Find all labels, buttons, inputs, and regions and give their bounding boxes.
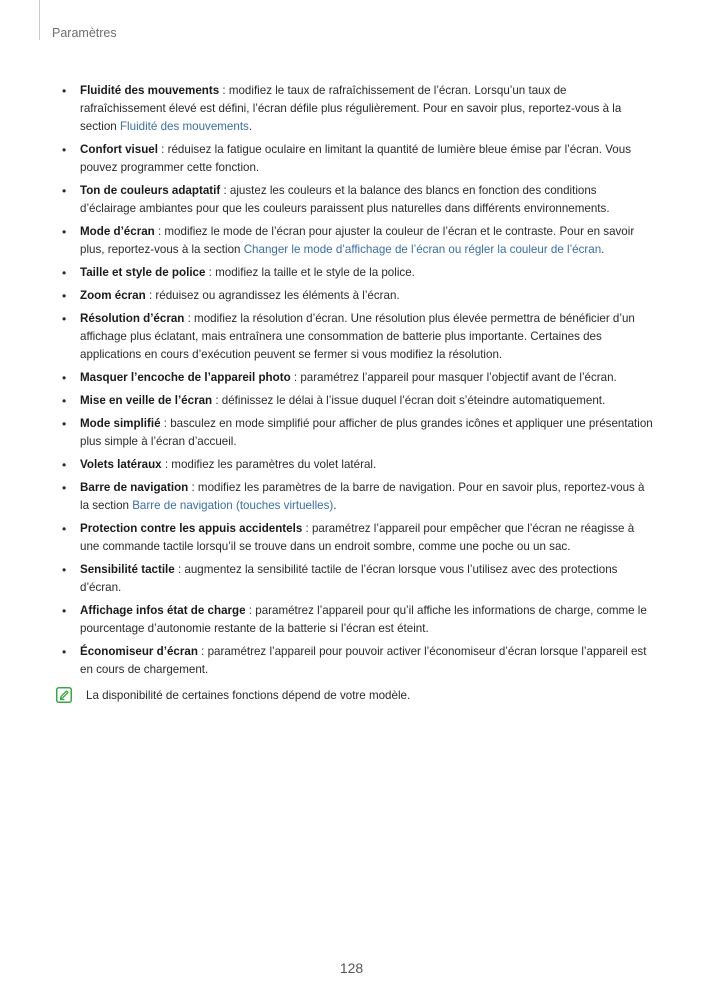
item-term: Mode d’écran: [80, 225, 155, 238]
item-description: : modifiez les paramètres du volet latéral.: [161, 458, 377, 471]
item-description: : modifiez le taux de rafraîchissement de l’écran. Lorsqu’un taux de rafraîchissement élevé est défini, l’écran défile plus régulièrement. Pour en savoir plus, reportez-vous à la section: [80, 84, 622, 133]
list-item: [60, 369, 653, 387]
bullet-icon: •: [62, 563, 67, 577]
item-description: : basculez en mode simplifié pour afficher de plus grandes icônes et appliquer une présentation plus simple à l’écran d’accueil.: [80, 417, 653, 448]
item-term: Mise en veille de l’écran: [80, 394, 213, 407]
bullet-icon: •: [62, 481, 67, 495]
item-description: : modifiez la taille et le style de la police.: [205, 266, 415, 279]
item-description: : réduisez la fatigue oculaire en limitant la quantité de lumière bleue émise par l’écran. Vous pouvez programmer cette fonction.: [80, 143, 631, 174]
item-description: : paramétrez l’appareil pour empêcher que l’écran ne réagisse à une commande tactile lorsqu’il se trouve dans un endroit sombre, comme une poche ou un sac.: [80, 522, 635, 553]
item-term: Masquer l’encoche de l’appareil photo: [80, 371, 291, 384]
item-description: : ajustez les couleurs et la balance des blancs en fonction des conditions d’éclairage ambiantes pour que les couleurs paraissent plus naturelles dans différents environnements.: [80, 184, 610, 215]
item-term: Économiseur d’écran: [80, 645, 198, 658]
bullet-icon: •: [62, 417, 67, 431]
item-term: Confort visuel: [80, 143, 158, 156]
list-item: [60, 602, 653, 638]
item-description: : définissez le délai à l’issue duquel l’écran doit s’éteindre automatiquement.: [212, 394, 606, 407]
list-item: [60, 310, 653, 364]
item-link-suffix: .: [601, 243, 605, 256]
item-link[interactable]: Fluidité des mouvements: [119, 120, 249, 133]
item-description: : modifiez la résolution d’écran. Une résolution plus élevée permettra de bénéficier d’un affichage plus éclatant, mais entraînera une consommation de batterie plus importante. Certaines des applications en cours d’exécution peuvent se fermer si vous modifiez la résolution.: [80, 312, 635, 361]
list-item: [60, 415, 653, 451]
list-item: [60, 520, 653, 556]
list-item: [60, 456, 653, 474]
item-term: Volets latéraux: [80, 458, 162, 471]
item-description: : augmentez la sensibilité tactile de l’écran lorsque vous l’utilisez avec des protections d’écran.: [80, 563, 618, 594]
item-term: Barre de navigation: [80, 481, 189, 494]
item-description: : paramétrez l’appareil pour masquer l’objectif avant de l’écran.: [290, 371, 617, 384]
item-term: Sensibilité tactile: [80, 563, 175, 576]
list-item: [60, 223, 653, 259]
page-content: [60, 82, 653, 705]
item-term: Résolution d’écran: [80, 312, 185, 325]
bullet-icon: •: [62, 289, 67, 303]
item-description: : réduisez ou agrandissez les éléments à l’écran.: [145, 289, 400, 302]
item-term: Zoom écran: [80, 289, 146, 302]
note-text: La disponibilité de certaines fonctions dépend de votre modèle.: [86, 689, 411, 702]
bullet-icon: •: [62, 394, 67, 408]
item-term: Affichage infos état de charge: [80, 604, 246, 617]
item-description: : paramétrez l’appareil pour qu’il affiche les informations de charge, comme le pourcentage d’autonomie restante de la batterie si l’écran est éteint.: [80, 604, 647, 635]
item-link[interactable]: Changer le mode d’affichage de l’écran ou régler la couleur de l’écran: [243, 243, 602, 256]
settings-list: [60, 82, 653, 679]
item-link[interactable]: Barre de navigation (touches virtuelles): [132, 499, 334, 512]
note-pencil-icon: [56, 687, 72, 703]
note-box: [60, 687, 653, 705]
item-link-suffix: .: [248, 120, 253, 133]
item-term: Fluidité des mouvements: [80, 84, 220, 97]
list-item: [60, 561, 653, 597]
bullet-icon: •: [62, 225, 67, 239]
page-number: 128: [339, 960, 364, 976]
header-rule: [39, 0, 40, 40]
list-item: [60, 479, 653, 515]
item-term: Ton de couleurs adaptatif: [80, 184, 221, 197]
bullet-icon: •: [62, 84, 67, 98]
bullet-icon: •: [62, 645, 67, 659]
list-item: [60, 82, 653, 136]
item-term: Taille et style de police: [80, 266, 206, 279]
item-term: Protection contre les appuis accidentels: [80, 522, 303, 535]
bullet-icon: •: [62, 143, 67, 157]
list-item: [60, 287, 653, 305]
list-item: [60, 264, 653, 282]
item-description: : paramétrez l’appareil pour pouvoir activer l’économiseur d’écran lorsque l’appareil est en cours de chargement.: [80, 645, 647, 676]
list-item: [60, 392, 653, 410]
bullet-icon: •: [62, 458, 67, 472]
bullet-icon: •: [62, 312, 67, 326]
bullet-icon: •: [62, 184, 67, 198]
list-item: [60, 182, 653, 218]
bullet-icon: •: [62, 371, 67, 385]
bullet-icon: •: [62, 604, 67, 618]
section-header: Paramètres: [52, 26, 117, 40]
item-link-suffix: .: [333, 499, 337, 512]
bullet-icon: •: [62, 266, 67, 280]
list-item: [60, 643, 653, 679]
list-item: [60, 141, 653, 177]
bullet-icon: •: [62, 522, 67, 536]
item-description: : modifiez le mode de l’écran pour ajuster la couleur de l’écran et le contraste. Pour en savoir plus, reportez-vous à la section: [80, 225, 635, 256]
item-description: : modifiez les paramètres de la barre de navigation. Pour en savoir plus, reportez-vous à la section: [80, 481, 645, 512]
item-term: Mode simplifié: [80, 417, 161, 430]
